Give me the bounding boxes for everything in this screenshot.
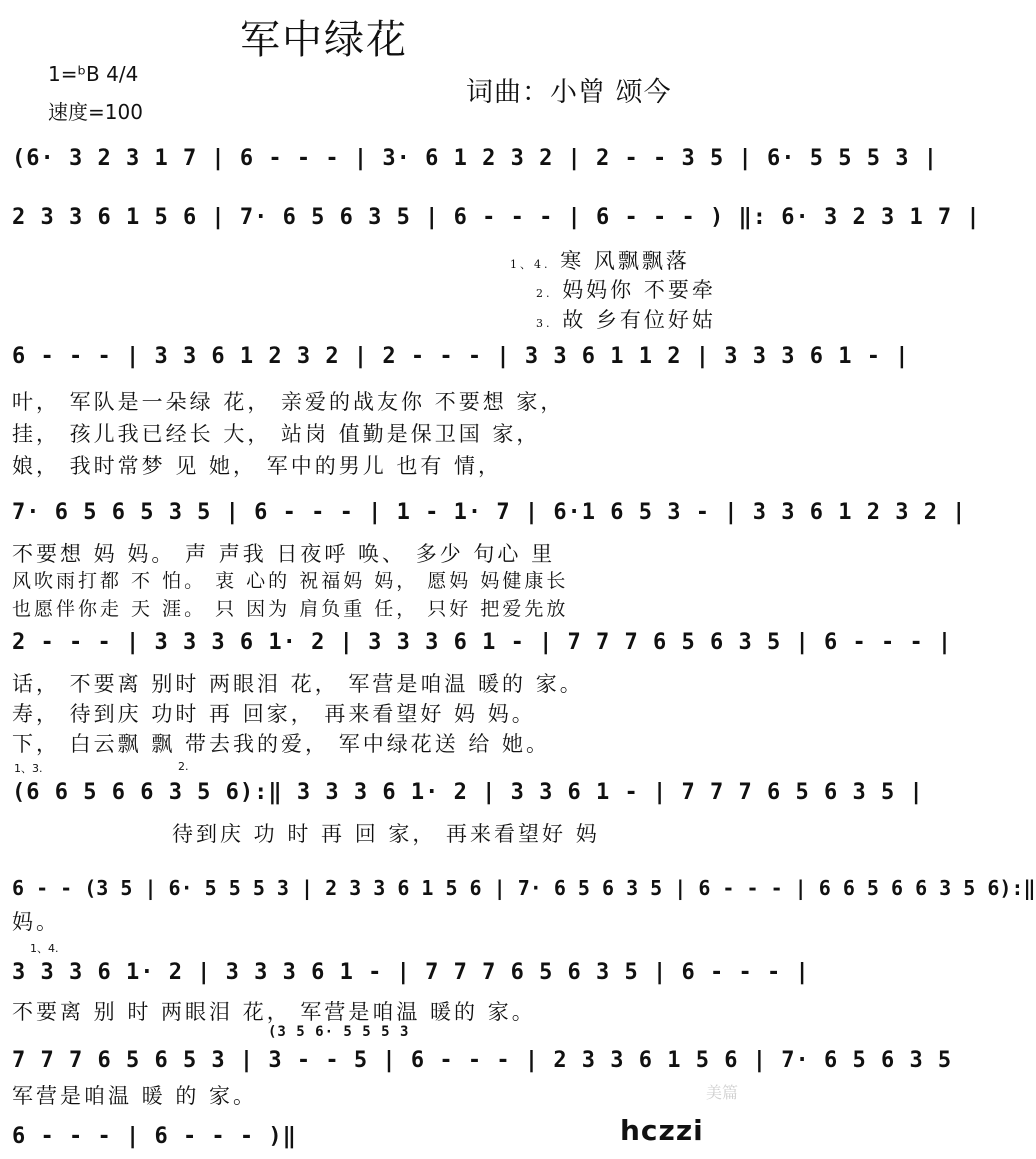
verse-intro-2: 2. 妈妈你 不要牵	[536, 278, 716, 302]
lyric-line: 叶， 军队是一朵绿 花， 亲爱的战友你 不要想 家，	[12, 390, 565, 414]
watermark: 美篇	[705, 1083, 738, 1102]
signature: hczzi	[620, 1114, 704, 1147]
lyric-line: 军营是咱温 暖 的 家。	[12, 1084, 258, 1108]
notation-row-5: 2 - - - | 3 3 3 6 1· 2 | 3 3 3 6 1 - | 7 7 7 6 5 6 3 5 | 6 - - - |	[12, 630, 953, 655]
tempo-marking: 速度=100	[48, 100, 143, 124]
lyric-line: 挂， 孩儿我已经长 大， 站岗 值勤是保卫国 家，	[12, 422, 541, 446]
notation-row-4: 7· 6 5 6 5 3 5 | 6 - - - | 1 - 1· 7 | 6·1 6 5 3 - | 3 3 6 1 2 3 2 |	[12, 500, 967, 525]
lyric-line: 也愿伴你走 天 涯。 只 因为 肩负重 任， 只好 把爱先放	[12, 598, 569, 620]
lyric-line: 待到庆 功 时 再 回 家， 再来看望好 妈	[172, 822, 600, 846]
lyric-line: 妈。	[12, 910, 60, 934]
lyric-line: 下， 白云飘 飘 带去我的爱， 军中绿花送 给 她。	[12, 732, 551, 756]
volta-2: 2.	[178, 760, 189, 773]
notation-row-10: 6 - - - | 6 - - - )‖	[12, 1124, 297, 1149]
credit-line: 词曲：小曾 颂今	[466, 77, 672, 108]
verse-intro-3: 3. 故 乡有位好姑	[536, 308, 716, 332]
volta-4: 1、4.	[30, 942, 59, 955]
page-title: 军中绿花	[240, 17, 408, 63]
notation-row-8: 3 3 3 6 1· 2 | 3 3 3 6 1 - | 7 7 7 6 5 6 3 5 | 6 - - - |	[12, 960, 810, 985]
lyric-line: 不要离 别 时 两眼泪 花， 军营是咱温 暖的 家。	[12, 1000, 536, 1024]
small-notes: (3 5 6· 5 5 5 3	[268, 1024, 410, 1040]
volta-1-3: 1、3.	[14, 762, 43, 775]
notation-row-7: 6 - - (3 5 | 6· 5 5 5 3 | 2 3 3 6 1 5 6 | 7· 6 5 6 3 5 | 6 - - - | 6 6 5 6 6 3 5 6):‖	[12, 876, 1036, 900]
notation-row-3: 6 - - - | 3 3 6 1 2 3 2 | 2 - - - | 3 3 6 1 1 2 | 3 3 3 6 1 - |	[12, 344, 910, 369]
lyric-line: 不要想 妈 妈。 声 声我 日夜呼 唤、 多少 句心 里	[12, 542, 556, 566]
key-signature: 1=ᵇB 4/4	[48, 62, 139, 86]
notation-row-9: 7 7 7 6 5 6 5 3 | 3 - - 5 | 6 - - - | 2 3 3 6 1 5 6 | 7· 6 5 6 3 5	[12, 1048, 953, 1073]
lyric-line: 娘， 我时常梦 见 她， 军中的男儿 也有 情，	[12, 454, 503, 478]
lyric-line: 寿， 待到庆 功时 再 回家， 再来看望好 妈 妈。	[12, 702, 536, 726]
verse-intro-1: 1、4. 寒 风飘飘落	[510, 249, 690, 273]
notation-row-2: 2 3 3 6 1 5 6 | 7· 6 5 6 3 5 | 6 - - - | 6 - - - ) ‖: 6· 3 2 3 1 7 |	[12, 205, 981, 230]
notation-row-6: (6 6 5 6 6 3 5 6):‖ 3 3 3 6 1· 2 | 3 3 6 1 - | 7 7 7 6 5 6 3 5 |	[12, 780, 924, 805]
notation-row-1: (6· 3 2 3 1 7 | 6 - - - | 3· 6 1 2 3 2 | 2 - - 3 5 | 6· 5 5 5 3 |	[12, 146, 938, 171]
lyric-line: 风吹雨打都 不 怕。 衷 心的 祝福妈 妈， 愿妈 妈健康长	[12, 570, 569, 592]
lyric-line: 话， 不要离 别时 两眼泪 花， 军营是咱温 暖的 家。	[12, 672, 584, 696]
